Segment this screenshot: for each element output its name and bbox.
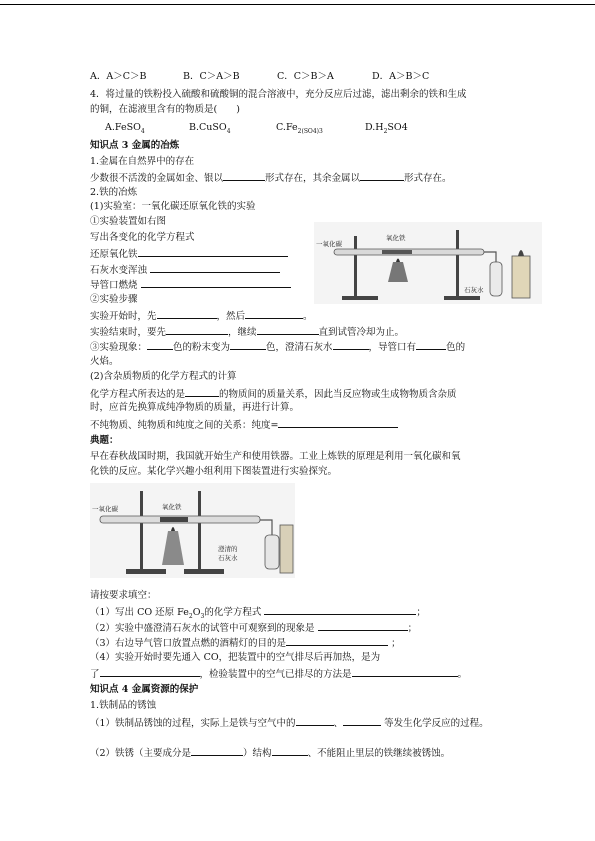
q3-option-a[interactable]: A．A＞C＞B: [90, 71, 147, 82]
stand-base-a: [126, 569, 166, 574]
q1-end: ；: [416, 607, 426, 618]
apparatus-drawing-1: [314, 222, 542, 304]
k3-steps: ②实验步骤: [90, 294, 138, 305]
label-lime: 石灰水: [464, 286, 484, 294]
blank-r2-2[interactable]: [272, 745, 308, 756]
q4-stem-line1: 4．将过量的铁粉投入硫酸和硫酸铜的混合溶液中，充分反应后过滤，滤出剩余的铁和生成: [90, 89, 467, 100]
blank-q4-2[interactable]: [352, 666, 458, 677]
blank-eq3[interactable]: [141, 277, 291, 288]
burner-2: [162, 531, 184, 565]
k3-phenomenon-2: 火焰。: [90, 356, 119, 367]
k3-start: [90, 308, 313, 323]
r1-c: 等发生化学反应的过程。: [384, 718, 489, 729]
example-q-intro: 请按要求填空：: [90, 590, 157, 601]
q4-options: [105, 121, 408, 138]
label-oxide-2: 氧化铁: [162, 503, 182, 511]
k3-phenomenon: [90, 339, 465, 354]
q3-options: [90, 70, 429, 83]
q4-option-a[interactable]: [105, 121, 189, 138]
q2-end: ；: [407, 623, 418, 634]
q4-end: 。: [457, 669, 468, 680]
phen-d: ，导管口有: [368, 342, 417, 353]
k3-s1-line: [90, 170, 452, 185]
q4-option-d-sub: 2: [383, 127, 388, 135]
end-a: 实验结束时，要先: [90, 327, 167, 338]
blank-phen-2[interactable]: [230, 339, 266, 350]
example-q2: [90, 620, 417, 635]
label-gas-2: 一氧化碳: [92, 505, 118, 513]
end-c: 直到试管冷却为止。: [318, 327, 405, 338]
k3-s2: 2.铁的冶炼: [90, 187, 138, 198]
blank-eq2[interactable]: [150, 262, 280, 273]
k3-s1-text-b: 形式存在，其余金属以: [265, 173, 361, 184]
k3-eq3: [90, 277, 291, 292]
lamp-2: [280, 525, 293, 573]
eq1-label: 还原氧化铁: [90, 249, 138, 260]
q4-option-b-sub: 4: [226, 127, 231, 135]
q4-option-c[interactable]: [276, 121, 365, 138]
k4-r1: [90, 715, 489, 730]
blank-r1-1[interactable]: [296, 715, 334, 726]
k3-eq1: [90, 246, 288, 261]
phen-a: ③实验现象：: [90, 342, 148, 353]
start-a: 实验开始时，先: [90, 311, 157, 322]
page-top-rule: [0, 4, 595, 5]
burner-1: [388, 262, 408, 282]
k4-s1: 1.铁制品的锈蚀: [90, 700, 157, 711]
r1-a: （1）铁制品锈蚀的过程，实际上是铁与空气中的: [90, 718, 296, 729]
stand-rod-left: [354, 236, 357, 298]
blank-r1-2[interactable]: [343, 715, 381, 726]
q4-option-d-text: D.H: [365, 122, 384, 133]
blank-r2-1[interactable]: [191, 745, 243, 756]
flame-3: [171, 527, 175, 531]
stand-base-b: [184, 569, 224, 574]
apparatus-figure-1: [314, 222, 542, 304]
phen-c: 色，澄清石灰水: [266, 342, 333, 353]
apparatus-figure-2: [90, 483, 295, 578]
k3-s1-text-a: 少数很不活泼的金属如金、银以: [90, 173, 224, 184]
stand-base-left: [342, 296, 378, 300]
q1-sub2: 2: [188, 612, 193, 620]
start-c: 。: [303, 311, 313, 322]
example-q4-cont: [90, 666, 467, 681]
k3-end: [90, 324, 404, 339]
calc1-a: 化学方程式所表达的是: [90, 389, 186, 400]
stand-base-right: [444, 296, 480, 300]
q4-option-b-text: B.CuSO: [189, 122, 227, 133]
blank-start-1[interactable]: [157, 308, 217, 319]
q4-b: 了: [90, 669, 100, 680]
blank-q1[interactable]: [264, 604, 416, 615]
lime-tube: [265, 535, 279, 569]
apparatus-drawing-2: [90, 483, 295, 578]
example-q3: [90, 635, 401, 650]
eq2-label: 石灰水变浑浊: [90, 265, 148, 276]
flame-1: [396, 259, 400, 263]
example-p1: 早在春秋战国时期，我国就开始生产和使用铁器。工业上炼铁的原理是利用一氧化碳和氧: [90, 451, 461, 462]
stand-rod-right: [456, 230, 459, 298]
example-p2: 化铁的反应。某化学兴趣小组利用下图装置进行实验探究。: [90, 466, 338, 477]
k3-calc: (2)含杂质物质的化学方程式的计算: [90, 371, 237, 382]
q2-a: （2）实验中盛澄清石灰水的试管中可观察到的现象是: [90, 623, 315, 634]
q3-a: （3）右边导气管口放置点燃的酒精灯的目的是: [90, 638, 287, 649]
q1-b: 的化学方程式: [204, 607, 262, 618]
q1-sub3: 3: [200, 612, 205, 620]
k4-r2: [90, 745, 450, 760]
q4-option-d[interactable]: [365, 121, 408, 138]
k3-calc-1: [90, 386, 457, 401]
q3-end: ；: [391, 638, 401, 649]
blank-phen-3[interactable]: [333, 339, 369, 350]
blank-2[interactable]: [360, 170, 404, 181]
k3-purity: [90, 417, 398, 432]
blank-start-2[interactable]: [245, 308, 303, 319]
k3-setup: ①实验装置如右图: [90, 216, 167, 227]
eq3-label: 导管口燃烧: [90, 280, 138, 291]
example-heading: 典题：: [90, 435, 119, 446]
k3-s1: 1.金属在自然界中的存在: [90, 156, 195, 167]
q4-c: ，检验装置中的空气已排尽的方法是: [199, 669, 352, 680]
label-lime-2a: 澄清的: [218, 545, 238, 553]
k3-eq2: [90, 262, 280, 277]
blank-q3[interactable]: [286, 635, 388, 646]
q4-stem-line2: 的铜，在滤液里含有的物质是( ): [90, 104, 240, 115]
iron-oxide-powder: [382, 250, 412, 254]
phen-e: 色的: [446, 342, 466, 353]
q4-option-b[interactable]: [189, 121, 276, 138]
q1-a: （1）写出 CO 还原 Fe: [90, 607, 189, 618]
calc1-b: 的物质间的质量关系，因此当反应物或生成物物质含杂质: [219, 389, 457, 400]
label-lime-2b: 石灰水: [218, 554, 238, 562]
stand-rod-b: [198, 491, 201, 571]
q4-option-a-sub: 4: [140, 127, 145, 135]
r2-a: （2）铁锈（主要成分是: [90, 748, 192, 759]
blank-end-2[interactable]: [257, 324, 319, 335]
start-b: ，然后: [216, 311, 246, 322]
k3-lab: (1)实验室：一氧化碳还原氧化铁的实验: [90, 201, 256, 212]
label-oxide: 氧化铁: [386, 234, 406, 242]
example-q4: （4）实验开始时要先通入 CO，把装置中的空气排尽后再加热，是为: [90, 652, 381, 663]
lamp-stand: [512, 256, 530, 298]
stand-rod-a: [140, 491, 143, 571]
q3-option-d[interactable]: D．A＞B＞C: [372, 71, 430, 82]
r2-c: 、不能阻止里层的铁继续被锈蚀。: [307, 748, 451, 759]
blank-calc[interactable]: [185, 386, 219, 397]
blank-1[interactable]: [223, 170, 265, 181]
flame-2: [518, 250, 524, 256]
blank-phen-4[interactable]: [416, 339, 446, 350]
blank-purity[interactable]: [278, 417, 398, 428]
end-b: ，继续: [228, 327, 257, 338]
label-gas: 一氧化碳: [316, 240, 342, 248]
purity-label: 不纯物质、纯物质和纯度之间的关系：纯度=: [90, 420, 279, 431]
blank-q4-1[interactable]: [100, 666, 200, 677]
q4-option-a-text: A.FeSO: [105, 122, 141, 133]
oxide-powder-2: [160, 517, 188, 522]
q3-option-c[interactable]: C．C＞B＞A: [277, 71, 334, 82]
k3-write: 写出各变化的化学方程式: [90, 232, 195, 243]
q4-option-d-tail: SO4: [387, 122, 408, 133]
blank-end-1[interactable]: [166, 324, 228, 335]
q4-option-c-text: C.Fe: [276, 122, 298, 133]
test-tube: [490, 262, 502, 296]
k3-heading: 知识点 3 金属的冶炼: [90, 140, 180, 151]
k3-s1-text-c: 形式存在。: [404, 173, 452, 184]
blank-phen-1[interactable]: [147, 339, 173, 350]
q4-option-c-sub: 2(SO4)3: [297, 127, 323, 135]
r2-b: ）结构: [243, 748, 272, 759]
k3-calc-2: 时，应首先换算成纯净物质的质量，再进行计算。: [90, 402, 300, 413]
example-q1: （1）写出 CO 还原 $Fe_2O_3$的化学方程式 ；: [90, 604, 426, 623]
phen-b: 色的粉末变为: [173, 342, 231, 353]
k4-heading: 知识点 4 金属资源的保护: [90, 684, 199, 695]
blank-eq1[interactable]: [138, 246, 288, 257]
q3-option-b[interactable]: B．C＞A＞B: [183, 71, 240, 82]
r1-b: 、: [333, 718, 344, 729]
blank-q2[interactable]: [318, 620, 408, 631]
